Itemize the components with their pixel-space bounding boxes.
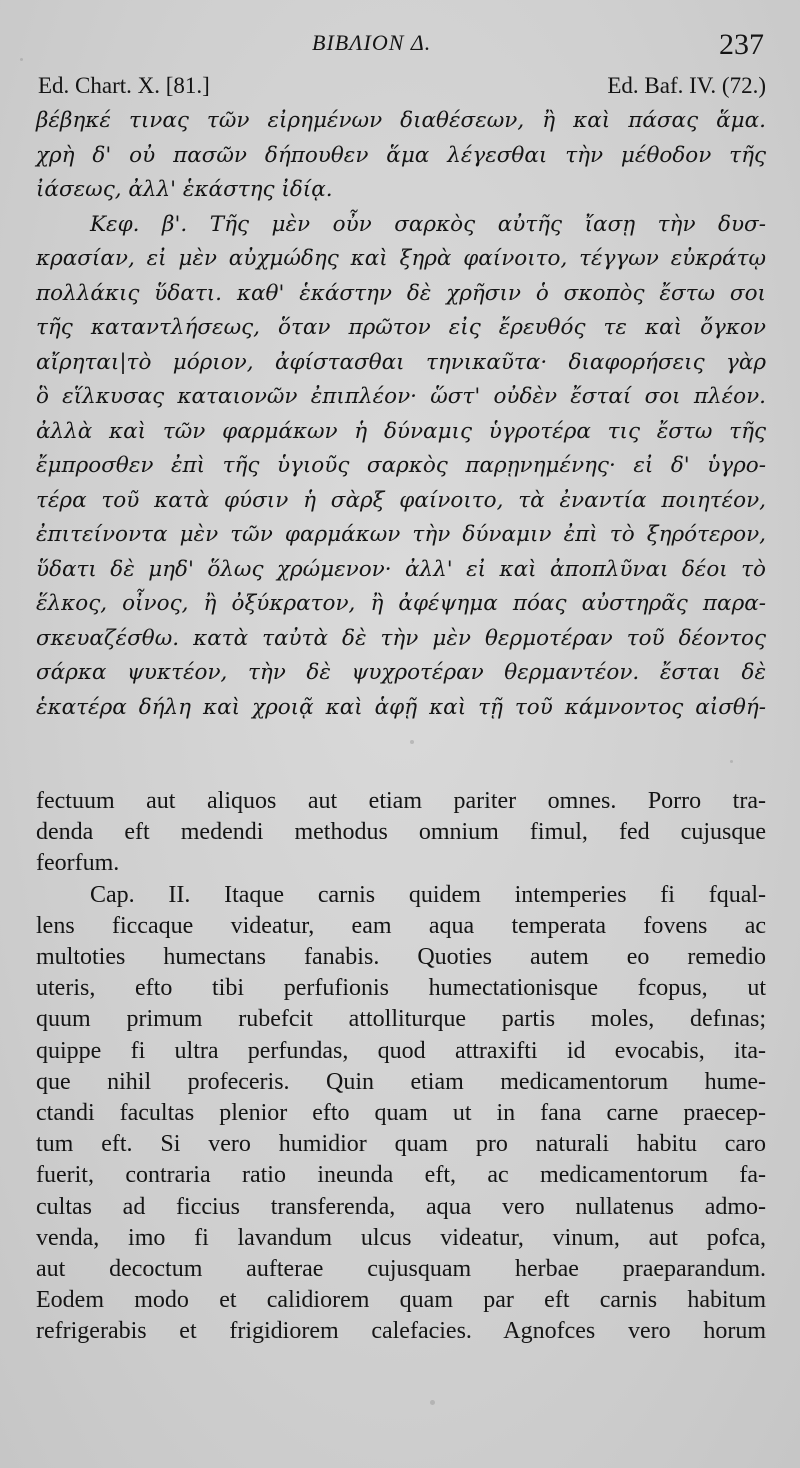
greek-line: σάρκα ψυκτέον, τὴν δὲ ψυχροτέραν θερμαντέον. ἔσται δὲ xyxy=(36,660,766,685)
latin-line: quum primum rubefcit attolliturque partis moles, defınas; xyxy=(36,1006,766,1033)
latin-line: que nihil profeceris. Quin etiam medicamentorum hume- xyxy=(36,1068,766,1095)
edition-reference-line xyxy=(38,73,766,103)
latin-line: denda eft medendi methodus omnium fimul, fed cujusque xyxy=(36,819,766,846)
latin-text-block xyxy=(36,786,766,1348)
greek-line: ἕλκος, οἶνος, ἢ ὀξύκρατον, ἢ ἀφέψημα πόας αὐστηρᾶς παρα- xyxy=(36,591,766,616)
paper-speck xyxy=(410,740,414,744)
greek-line: τῆς καταντλήσεως, ὅταν πρῶτον εἰς ἔρευθός τε καὶ ὄγκον xyxy=(36,315,766,340)
latin-line: quippe fi ultra perfundas, quod attraxifti id evocabis, ita- xyxy=(36,1037,766,1064)
latin-line: multoties humectans fanabis. Quoties autem eo remedio xyxy=(36,944,766,971)
greek-line: ὕδατι δὲ μηδ' ὅλως χρώμενον· ἀλλ' εἰ καὶ ἀποπλῦναι δέοι τὸ xyxy=(36,556,766,582)
greek-line: κρασίαν, εἰ μὲν αὐχμώδης καὶ ξηρὰ φαίνοιτο, τέγγων εὐκράτῳ xyxy=(36,246,766,271)
greek-line: ἐπιτείνοντα μὲν τῶν φαρμάκων τὴν δύναμιν ἐπὶ τὸ ξηρότερον, xyxy=(36,522,766,547)
greek-line: χρὴ δ' οὐ πασῶν δήπουθεν ἅμα λέγεσθαι τὴν μέθοδον τῆς xyxy=(36,142,766,168)
latin-line: tum eft. Si vero humidior quam pro naturali habitu caro xyxy=(36,1131,766,1158)
greek-line: ὃ εἵλκυσας καταιονῶν ἐπιπλέον· ὥστ' οὐδὲν ἔσταί σοι πλέον. xyxy=(36,384,766,409)
latin-line: feorfum. xyxy=(36,850,120,877)
latin-line: venda, imo fi lavandum ulcus videatur, vinum, aut pofca, xyxy=(36,1224,766,1251)
latin-line: refrigerabis et frigidiorem calefacies. Agnofces vero horum xyxy=(36,1318,766,1345)
edition-reference-basel: Ed. Baf. IV. (72.) xyxy=(607,73,766,98)
page-number: 237 xyxy=(719,28,764,61)
greek-line: ἔμπροσθεν ἐπὶ τῆς ὑγιοῦς σαρκὸς παρῃνημένης· εἰ δ' ὑγρο- xyxy=(36,453,766,478)
latin-line: uteris, efto tibi perfufionis humectationisque fcopus, ut xyxy=(36,975,766,1002)
greek-line: ἑκατέρα δήλη καὶ χροιᾷ καὶ ἁφῇ καὶ τῇ τοῦ κάμνοντος αἰσθή- xyxy=(36,694,766,720)
greek-line: ἰάσεως, ἀλλ' ἑκάστης ἰδίᾳ. xyxy=(36,177,333,202)
greek-line: πολλάκις ὕδατι. καθ' ἑκάστην δὲ χρῆσιν ὁ σκοπὸς ἔστω σοι xyxy=(36,280,766,306)
latin-chapter-heading-line: Cap. II. Itaque carnis quidem intemperies fi fqual- xyxy=(90,881,766,908)
page-header xyxy=(0,0,800,70)
paper-speck xyxy=(730,760,733,763)
latin-line: Eodem modo et calidiorem quam par eft carnis habitum xyxy=(36,1287,766,1314)
greek-line: τέρα τοῦ κατὰ φύσιν ἡ σὰρξ φαίνοιτο, τὰ ἐναντία ποιητέον, xyxy=(36,487,766,513)
latin-line: cultas ad ficcius transferenda, aqua vero nullatenus admo- xyxy=(36,1193,766,1220)
greek-line: βέβηκέ τινας τῶν εἰρημένων διαθέσεων, ἢ καὶ πάσας ἅμα. xyxy=(36,108,766,133)
latin-line: ctandi facultas plenior efto quam ut in fana carne praecep- xyxy=(36,1100,766,1127)
paper-speck xyxy=(430,1400,435,1405)
greek-chapter-heading-line: Κεφ. β'. Τῆς μὲν οὖν σαρκὸς αὐτῆς ἴασῃ τὴν δυσ- xyxy=(90,211,766,237)
running-title: BIBΛION Δ. xyxy=(312,30,432,55)
greek-line: ἀλλὰ καὶ τῶν φαρμάκων ἡ δύναμις ὑγροτέρα τις ἔστω τῆς xyxy=(36,418,766,444)
latin-line: fuerit, contraria ratio ineunda eft, ac medicamentorum fa- xyxy=(36,1162,766,1189)
paper-speck xyxy=(20,58,23,61)
greek-text-block xyxy=(36,104,766,725)
latin-line: aut decoctum aufterae cujusquam herbae praeparandum. xyxy=(36,1256,766,1283)
latin-line: lens ficcaque videatur, eam aqua temperata fovens ac xyxy=(36,912,766,939)
greek-line: σκευαζέσθω. κατὰ ταὐτὰ δὲ τὴν μὲν θερμοτέραν τοῦ δέοντος xyxy=(36,625,766,651)
latin-line: fectuum aut aliquos aut etiam pariter omnes. Porro tra- xyxy=(36,788,766,814)
greek-line: αἴρηται|τὸ μόριον, ἀφίστασθαι τηνικαῦτα· διαφορήσεις γὰρ xyxy=(36,349,766,375)
edition-reference-chartier: Ed. Chart. X. [81.] xyxy=(38,73,210,98)
